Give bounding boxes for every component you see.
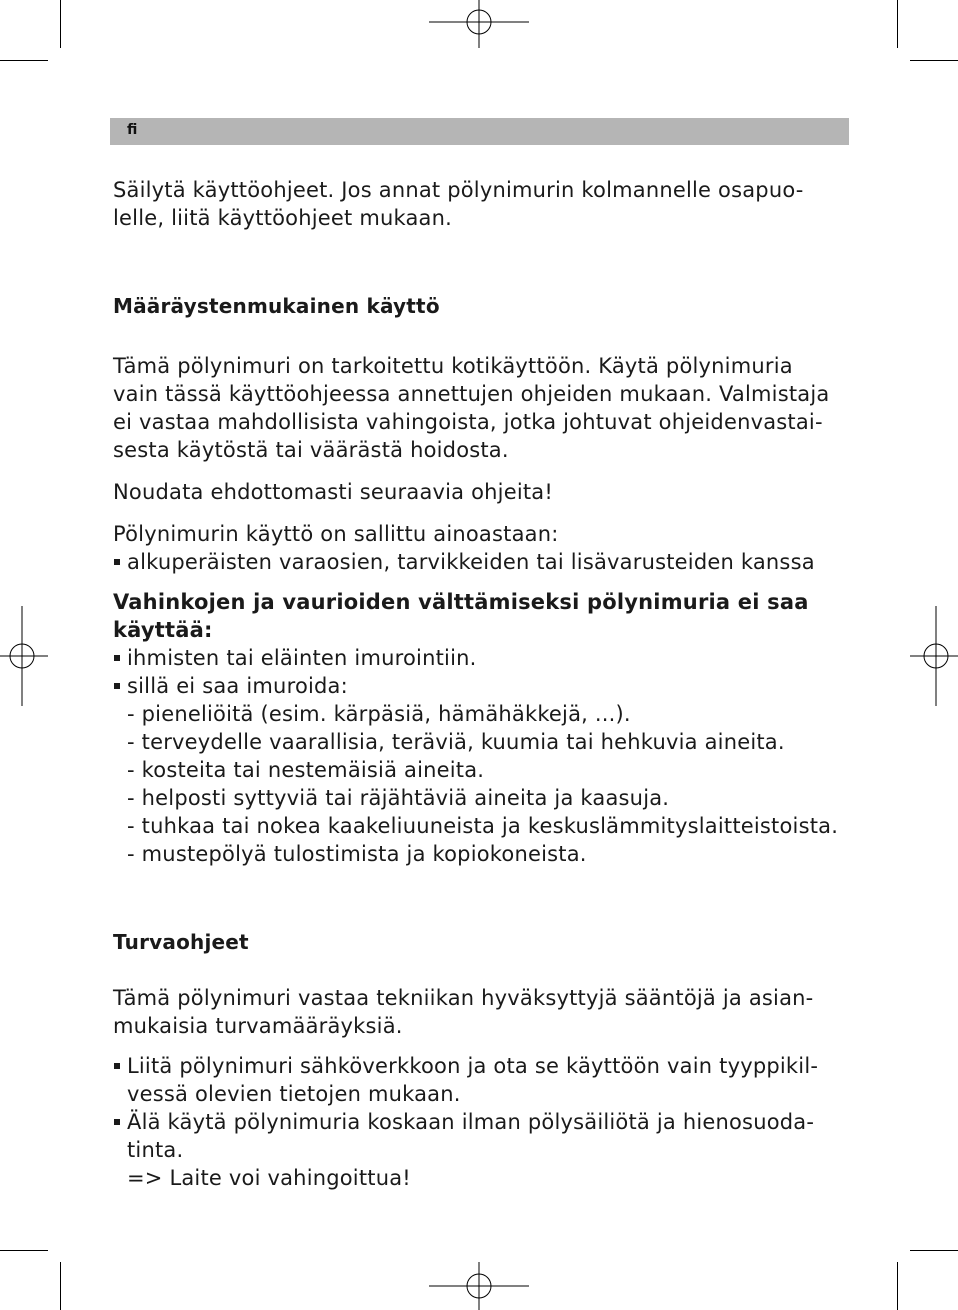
list-item [113, 1052, 847, 1108]
section-heading-intended-use: Määräystenmukainen käyttö [113, 294, 440, 318]
allowed-use-intro: Pölynimurin käyttö on sallittu ainoastaan: [113, 522, 559, 546]
registration-mark-top-icon [429, 0, 529, 48]
sub-list-item: - terveydelle vaarallisia, teräviä, kuumia tai hehkuvia aineita. [127, 730, 785, 754]
list-item-line: Älä käytä pölynimuria koskaan ilman pölysäiliötä ja hienosuoda- [127, 1110, 815, 1134]
list-item-line: vessä olevien tietojen mukaan. [127, 1082, 461, 1106]
intended-use-paragraph [113, 352, 847, 464]
language-header-bar [110, 118, 849, 145]
intro-line: Säilytä käyttöohjeet. Jos annat pölynimurin kolmannelle osapuo- [113, 178, 804, 202]
crop-mark-top-left-v [60, 0, 61, 48]
warning-heading [113, 588, 847, 644]
paragraph-line: vain tässä käyttöohjeessa annettujen ohjeiden mukaan. Valmistaja [113, 382, 830, 406]
page-content [113, 176, 847, 1192]
paragraph-line: mukaisia turvamääräyksiä. [113, 1014, 403, 1038]
sub-list-item: - pieneliöitä (esim. kärpäsiä, hämähäkkejä, ...). [127, 702, 631, 726]
section-heading-safety: Turvaohjeet [113, 930, 249, 954]
paragraph-line: Tämä pölynimuri on tarkoitettu kotikäyttöön. Käytä pölynimuria [113, 354, 793, 378]
list-item-line: tinta. [127, 1138, 184, 1162]
instruction-notice: Noudata ehdottomasti seuraavia ohjeita! [113, 480, 553, 504]
registration-mark-bottom-icon [429, 1262, 529, 1310]
warning-heading-line: Vahinkojen ja vaurioiden välttämiseksi pölynimuria ei saa [113, 590, 809, 614]
paragraph-line: sesta käytöstä tai väärästä hoidosta. [113, 438, 509, 462]
list-item: ihmisten tai eläinten imurointiin. [113, 644, 847, 672]
paragraph-line: ei vastaa mahdollisista vahingoista, jotka johtuvat ohjeidenvastai- [113, 410, 823, 434]
sub-list-item: - kosteita tai nestemäisiä aineita. [127, 758, 485, 782]
crop-mark-bottom-left-v [60, 1262, 61, 1310]
sub-list-item: - mustepölyä tulostimista ja kopiokoneista. [127, 842, 587, 866]
paragraph-line: Tämä pölynimuri vastaa tekniikan hyväksyttyjä sääntöjä ja asian- [113, 986, 814, 1010]
sub-list-item: - helposti syttyviä tai räjähtäviä aineita ja kaasuja. [127, 786, 670, 810]
safety-paragraph [113, 984, 847, 1040]
crop-mark-top-left-h [0, 60, 48, 61]
list-item-line: => Laite voi vahingoittua! [127, 1166, 411, 1190]
registration-mark-right-icon [910, 606, 958, 706]
warning-heading-line: käyttää: [113, 618, 213, 642]
language-code: fi [127, 122, 138, 138]
crop-mark-bottom-left-h [0, 1250, 48, 1251]
registration-mark-left-icon [0, 606, 48, 706]
intro-line: lelle, liitä käyttöohjeet mukaan. [113, 206, 453, 230]
sub-list-item: - tuhkaa tai nokea kaakeliuuneista ja keskuslämmityslaitteistoista. [127, 814, 839, 838]
crop-mark-bottom-right-v [897, 1262, 898, 1310]
intro-paragraph [113, 176, 847, 232]
list-item: alkuperäisten varaosien, tarvikkeiden tai lisävarusteiden kanssa [113, 548, 847, 576]
crop-mark-top-right-v [897, 0, 898, 48]
list-item: sillä ei saa imuroida: [113, 672, 847, 700]
list-item-line: Liitä pölynimuri sähköverkkoon ja ota se käyttöön vain tyyppikil- [127, 1054, 819, 1078]
list-item [113, 1108, 847, 1192]
crop-mark-bottom-right-h [910, 1250, 958, 1251]
crop-mark-top-right-h [910, 60, 958, 61]
